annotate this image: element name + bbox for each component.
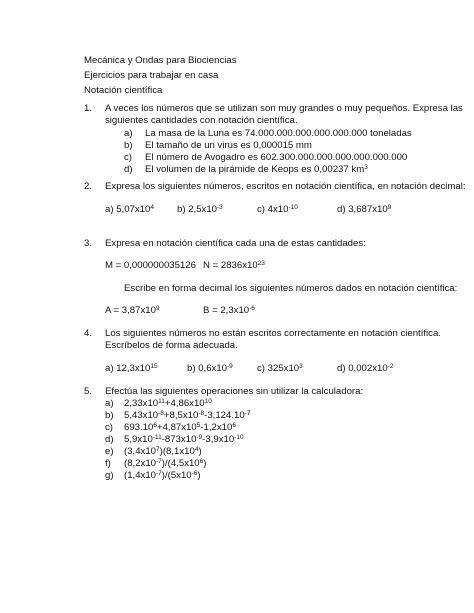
q4-item-a: a) $12,3x10^{15}$ — [105, 363, 158, 374]
q5-item-e-expr: $(3,4x10^7)(8,1x10^4)$ — [124, 446, 202, 457]
q3-value-m: M = 0,000000035126 — [105, 260, 196, 271]
q1-number: 1. — [84, 103, 93, 114]
q5-item-a-expr: $2,33x10^{11}+4,86x10^{10}$ — [124, 398, 212, 409]
q4-item-b: b) $0,6x10^{-9}$ — [187, 363, 233, 374]
q4-number: 4. — [84, 328, 93, 339]
q1-item-c-text: El número de Avogadro es 602.300.000.000.000.000.000.000 — [145, 152, 408, 163]
q3-number: 3. — [84, 238, 93, 249]
q5-item-a-label: a) — [105, 398, 114, 409]
q5-item-d-expr: $5,9x10^{-11}-873x10^{-9}-3,9x10^{-10}$ — [124, 434, 244, 445]
q3-value-n: $N = 2836x10^{23}$ — [203, 260, 265, 271]
q3-text2: Escribe en forma decimal los siguientes números dados en notación científica: — [124, 283, 458, 294]
q1-item-b-text: El tamaño de un virus es 0,000015 mm — [145, 140, 312, 151]
q5-item-c-label: c) — [105, 422, 113, 433]
topic-title: Notación científica — [84, 85, 163, 96]
course-title: Mecánica y Ondas para Biociencias — [84, 55, 237, 66]
q2-item-a: a) $5,07x10^4$ — [105, 204, 154, 215]
q1-item-b-label: b) — [124, 140, 133, 151]
q5-item-d-label: d) — [105, 434, 114, 445]
q4-item-d: d) $0,002x10^{-2}$ — [337, 363, 394, 374]
q2-item-d: d) $3,687x10^9$ — [337, 204, 392, 215]
q5-item-c-expr: $693.10^6+4,87x10^5-1,2x10^6$ — [124, 422, 236, 433]
q1-text-line1: A veces los números que se utilizan son muy grandes o muy pequeños. Expresa las — [105, 103, 463, 114]
q4-text-line2: Escríbelos de forma adecuada. — [105, 340, 238, 351]
q5-item-f-label: f) — [105, 458, 111, 469]
q3-text: Expresa en notación científica cada una de estas cantidades: — [105, 238, 366, 249]
q5-item-g-expr: $(1,4x10^{-7})/(5x10^{-6})$ — [124, 470, 201, 481]
q5-item-f-expr: $(8,2x10^{-7})/(4,5x10^6)$ — [124, 458, 207, 469]
subtitle: Ejercicios para trabajar en casa — [84, 70, 219, 81]
q5-item-b-label: b) — [105, 410, 114, 421]
q5-item-b-expr: $5,43x10^{-8}+8,5x10^{-8}-3,124.10^{-7}$ — [124, 410, 251, 421]
q1-item-d-text: El volumen de la pirámide de Keops es 0,00237 $km^3$ — [145, 164, 368, 175]
q4-item-c: c) $325x10^3$ — [257, 363, 303, 374]
q3-value-a: $A = 3,87x10^9$ — [105, 305, 160, 316]
q2-text: Expresa los siguientes números, escritos en notación científica, en notación decimal: — [105, 181, 466, 192]
q1-item-a-text: La masa de la Luna es 74.000.000.000.000.000.000 toneladas — [145, 128, 412, 139]
q5-text: Efectúa las siguientes operaciones sin utilizar la calculadora: — [105, 386, 364, 397]
q2-item-c: c) $4x10^{-10}$ — [257, 204, 298, 215]
q1-item-c-label: c) — [124, 152, 132, 163]
q2-item-b: b) $2,5x10^{-3}$ — [177, 204, 223, 215]
q5-item-g-label: g) — [105, 470, 114, 481]
q2-number: 2. — [84, 181, 93, 192]
q5-number: 5. — [84, 386, 93, 397]
q3-value-b: $B = 2,3x10^{-6}$ — [203, 305, 255, 316]
q5-item-e-label: e) — [105, 446, 114, 457]
q1-item-d-label: d) — [124, 164, 133, 175]
q1-text-line2: siguientes cantidades con notación científica. — [105, 115, 298, 126]
q4-text-line1: Los siguientes números no están escritos correctamente en notación científica. — [105, 328, 441, 339]
q1-item-a-label: a) — [124, 128, 133, 139]
